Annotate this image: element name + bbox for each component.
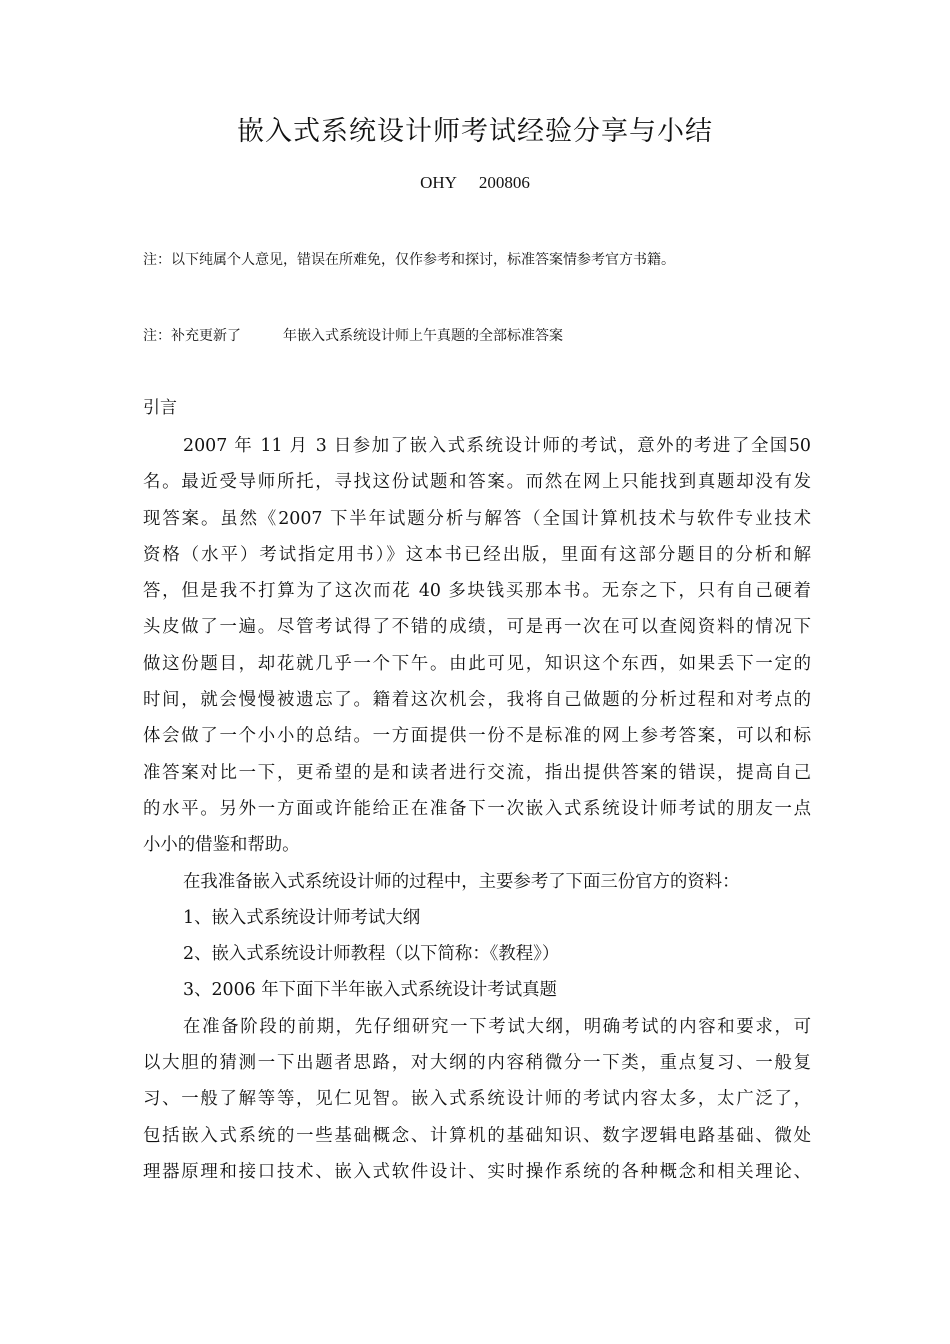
author-name: OHY bbox=[420, 173, 457, 192]
paragraph-line: 时间，就会慢慢被遗忘了。籍着这次机会，我将自己做题的分析过程和对考点的 bbox=[143, 690, 811, 711]
list-item: 3、2006 年下面下半年嵌入式系统设计考试真题 bbox=[183, 980, 557, 1001]
paragraph-line: 名。最近受导师所托，寻找这份试题和答案。而然在网上只能找到真题却没有发 bbox=[143, 472, 811, 493]
update-note bbox=[143, 325, 563, 347]
paragraph-line: 习、一般了解等等，见仁见智。嵌入式系统设计师的考试内容太多，太广泛了， bbox=[143, 1089, 811, 1110]
section-heading: 引言 bbox=[143, 398, 177, 418]
paragraph-line: 准答案对比一下，更希望的是和读者进行交流，指出提供答案的错误，提高自己 bbox=[143, 762, 811, 783]
disclaimer-note: 注：以下纯属个人意见，错误在所难免，仅作参考和探讨，标准答案情参考官方书籍。 bbox=[143, 252, 675, 268]
paragraph-line: 头皮做了一遍。尽管考试得了不错的成绩，可是再一次在可以查阅资料的情况下 bbox=[143, 617, 811, 638]
update-note-prefix: 注：补充更新了 bbox=[143, 328, 241, 344]
paragraph-line: 答，但是我不打算为了这次而花 40 多块钱买那本书。无奈之下，只有自己硬着 bbox=[143, 581, 811, 602]
paragraph-line: 在准备阶段的前期，先仔细研究一下考试大纲，明确考试的内容和要求，可 bbox=[183, 1016, 811, 1037]
paragraph-line: 的水平。另外一方面或许能给正在准备下一次嵌入式系统设计师考试的朋友一点 bbox=[143, 798, 811, 819]
paragraph-line: 小小的借鉴和帮助。 bbox=[143, 835, 300, 856]
paragraph-line: 资格（水平）考试指定用书）》这本书已经出版，里面有这部分题目的分析和解 bbox=[143, 544, 811, 565]
author-line bbox=[0, 170, 950, 196]
author-date: 200806 bbox=[478, 173, 530, 192]
paragraph-line: 体会做了一个小小的总结。一方面提供一份不是标准的网上参考答案，可以和标 bbox=[143, 726, 811, 747]
paragraph-line: 现答案。虽然《2007 下半年试题分析与解答（全国计算机技术与软件专业技术 bbox=[143, 508, 811, 529]
body-text bbox=[143, 428, 811, 1190]
update-note-suffix: 年嵌入式系统设计师上午真题的全部标准答案 bbox=[283, 328, 563, 344]
paragraph-line: 包括嵌入式系统的一些基础概念、计算机的基础知识、数字逻辑电路基础、微处 bbox=[143, 1125, 811, 1146]
document-title: 嵌入式系统设计师考试经验分享与小结 bbox=[237, 116, 713, 147]
paragraph-line: 以大胆的猜测一下出题者思路，对大纲的内容稍微分一下类，重点复习、一般复 bbox=[143, 1053, 811, 1074]
list-item: 2、嵌入式系统设计师教程（以下简称：《教程》） bbox=[183, 944, 560, 965]
paragraph-line: 做这份题目，却花就几乎一个下午。由此可见，知识这个东西，如果丢下一定的 bbox=[143, 653, 811, 674]
paragraph-line: 2007 年 11 月 3 日参加了嵌入式系统设计师的考试，意外的考进了全国50 bbox=[183, 436, 811, 456]
paragraph-line: 在我准备嵌入式系统设计师的过程中，主要参考了下面三份官方的资料： bbox=[183, 871, 740, 892]
list-item: 1、嵌入式系统设计师考试大纲 bbox=[183, 907, 421, 928]
paragraph-line: 理器原理和接口技术、嵌入式软件设计、实时操作系统的各种概念和相关理论、 bbox=[143, 1161, 811, 1182]
